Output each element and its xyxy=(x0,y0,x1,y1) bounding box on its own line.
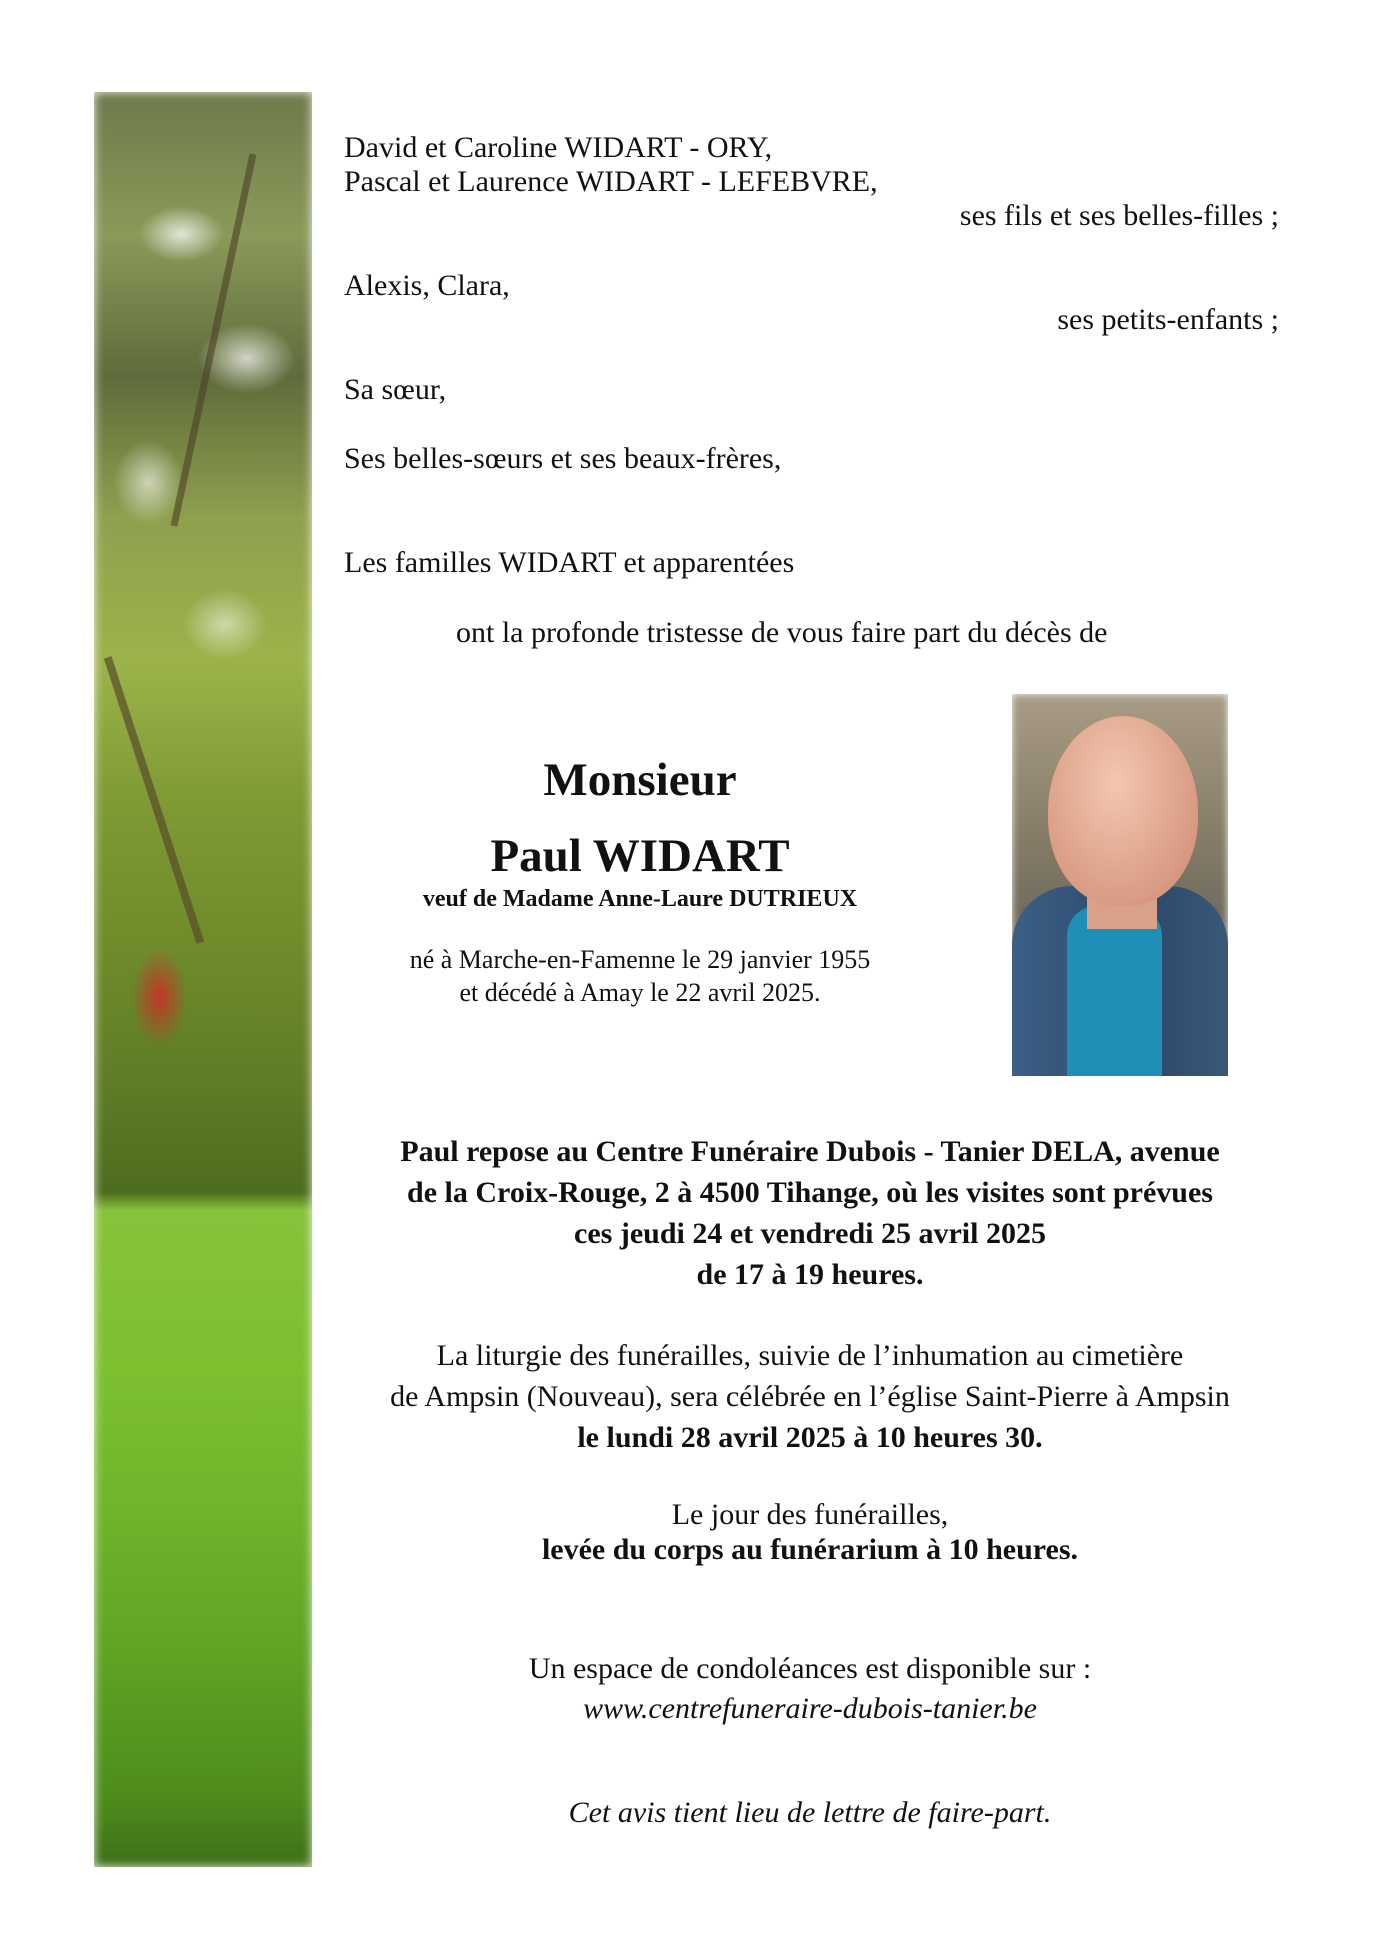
liturgy-date-line: le lundi 28 avril 2025 à 10 heures 30. xyxy=(577,1421,1043,1454)
deceased-name: Paul WIDART xyxy=(490,830,790,882)
in-laws-line: Ses belles-sœurs et ses beaux-frères, xyxy=(344,442,782,475)
nature-photo-strip xyxy=(94,92,312,1867)
family-role-sons: ses fils et ses belles-filles ; xyxy=(959,199,1279,232)
condolences-text: Un espace de condoléances est disponible sur : xyxy=(528,1652,1092,1685)
deceased-title: Monsieur xyxy=(543,754,737,806)
condolences-website-link[interactable]: www.centrefuneraire-dubois-tanier.be xyxy=(583,1692,1037,1725)
announcement-line: ont la profonde tristesse de vous faire part du décès de xyxy=(456,616,1108,649)
levee-line: levée du corps au funérarium à 10 heures. xyxy=(541,1533,1079,1566)
liturgy-line: La liturgie des funérailles, suivie de l’inhumation au cimetière xyxy=(436,1339,1184,1372)
sister-line: Sa sœur, xyxy=(344,373,447,406)
widow-of-line: veuf de Madame Anne-Laure DUTRIEUX xyxy=(422,886,858,912)
family-line-sons-1: David et Caroline WIDART - ORY, xyxy=(344,131,773,164)
repose-line: de la Croix-Rouge, 2 à 4500 Tihange, où les visites sont prévues xyxy=(407,1176,1213,1209)
closing-note: Cet avis tient lieu de lettre de faire-part. xyxy=(568,1796,1052,1829)
repose-line: de 17 à 19 heures. xyxy=(696,1258,924,1291)
death-line: et décédé à Amay le 22 avril 2025. xyxy=(459,978,821,1007)
portrait-head xyxy=(1048,716,1198,906)
deceased-portrait xyxy=(1012,694,1228,1076)
grandchildren-names: Alexis, Clara, xyxy=(344,269,510,302)
families-line: Les familles WIDART et apparentées xyxy=(344,546,795,579)
repose-line: Paul repose au Centre Funéraire Dubois - Tanier DELA, avenue xyxy=(400,1135,1220,1168)
funeral-day-line: Le jour des funérailles, xyxy=(671,1498,949,1531)
portrait-sweater xyxy=(1067,906,1162,1076)
birth-line: né à Marche-en-Famenne le 29 janvier 1955 xyxy=(409,945,871,974)
grandchildren-role: ses petits-enfants ; xyxy=(1057,303,1279,336)
liturgy-line: de Ampsin (Nouveau), sera célébrée en l’église Saint-Pierre à Ampsin xyxy=(390,1380,1230,1413)
repose-line: ces jeudi 24 et vendredi 25 avril 2025 xyxy=(574,1217,1046,1250)
family-line-sons-2: Pascal et Laurence WIDART - LEFEBVRE, xyxy=(344,165,878,198)
